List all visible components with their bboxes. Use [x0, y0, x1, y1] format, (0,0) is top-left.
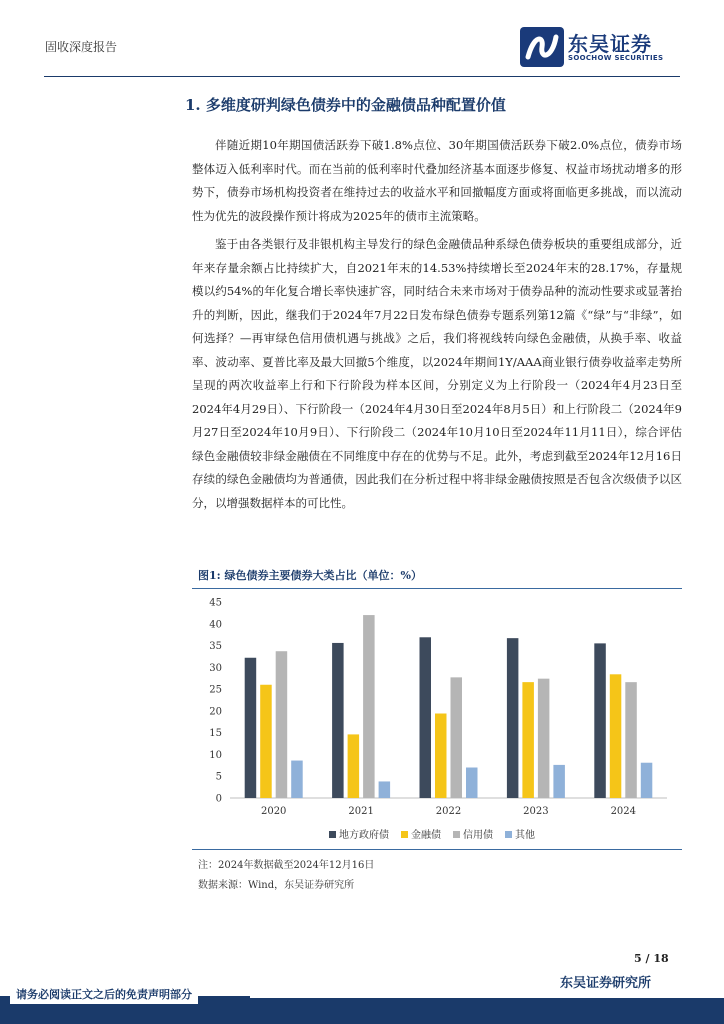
bar-2024-3	[641, 763, 653, 798]
bar-2024-0	[594, 643, 606, 798]
paragraph-2: 鉴于由各类银行及非银机构主导发行的绿色金融债品种系绿色债券板块的重要组成部分，近年来存量余额占比持续扩大，自2021年末的14.53%持续增长至2024年末的28.17%，存量规模以约54%的年化复合增长率快速扩容，同时结合未来市场对于债券品种的流动性要求或显著抬升的判断，因此，继我们于2024年7月22日发布绿色债券专题系列第12篇《“绿”与“非绿”，如何选择？—再审绿色信用债机遇与挑战》之后，我们将视线转向绿色金融债，从换手率、收益率、波动率、夏普比率及最大回撤5个维度，以2024年期间1Y/AAA商业银行债券收益率走势所呈现的两次收益率上行和下行阶段为样本区间，分别定义为上行阶段一（2024年4月23日至2024年4月29日）、下行阶段一（2024年4月30日至2024年8月5日）和上行阶段二（2024年9月27日至2024年10月9日）、下行阶段二（2024年10月10日至2024年11月11日），综合评估绿色金融债较非绿金融债在不同维度中存在的优势与不足。此外，考虑到截至2024年12月16日存续的绿色金融债均为普通债，因此我们在分析过程中将非绿金融债按照是否包含次级债予以区分，以增强数据样本的可比性。	[192, 237, 682, 510]
soochow-logo-icon	[520, 27, 564, 67]
footer-disclaimer: 请务必阅读正文之后的免责声明部分	[10, 984, 198, 1004]
bar-2021-2	[363, 615, 375, 798]
figure-title: 图1: 绿色债券主要债券大类占比（单位：%）	[198, 569, 422, 582]
x-tick-label: 2023	[523, 806, 549, 817]
bar-2024-2	[625, 682, 637, 798]
legend-swatch-3	[505, 831, 512, 838]
bar-2021-1	[348, 734, 360, 798]
bar-2020-1	[260, 685, 272, 798]
bar-2020-3	[291, 761, 303, 798]
bar-2020-2	[276, 651, 288, 798]
report-type-label: 固收深度报告	[45, 40, 118, 54]
legend-swatch-1	[401, 831, 408, 838]
company-logo	[520, 27, 680, 67]
bar-2021-3	[379, 781, 391, 798]
figure-bottom-rule	[192, 849, 682, 850]
page-number: 5 / 18	[634, 952, 669, 965]
legend-swatch-0	[329, 831, 336, 838]
y-tick-label: 30	[209, 662, 222, 674]
x-tick-label: 2020	[260, 806, 287, 817]
legend-label-2: 信用债	[463, 830, 493, 841]
header-divider	[44, 76, 680, 77]
bar-2023-0	[507, 638, 519, 798]
x-tick-label: 2022	[435, 806, 462, 817]
footer-firm-name: 东吴证券研究所	[560, 976, 652, 991]
bar-2022-3	[466, 768, 478, 798]
y-tick-label: 35	[209, 641, 222, 653]
y-tick-label: 40	[209, 619, 222, 631]
logo-text-cn: 东吴证券	[568, 32, 652, 56]
legend-swatch-2	[453, 831, 460, 838]
bar-2023-2	[538, 679, 550, 798]
bar-2022-2	[451, 677, 463, 798]
section-title: 1. 多维度研判绿色债券中的金融债品种配置价值	[185, 96, 506, 114]
y-tick-label: 10	[209, 749, 222, 761]
figure-source: 数据来源：Wind，东吴证券研究所	[198, 880, 355, 891]
bar-2020-0	[245, 658, 257, 798]
bar-2022-0	[420, 637, 432, 798]
bar-2023-3	[553, 765, 565, 798]
bar-2022-1	[435, 714, 447, 798]
bar-chart	[192, 590, 682, 848]
y-tick-label: 5	[215, 771, 222, 783]
y-tick-label: 20	[209, 706, 222, 718]
bar-2023-1	[522, 682, 534, 798]
bar-2024-1	[610, 674, 622, 798]
legend-label-3: 其他	[515, 830, 535, 841]
y-tick-label: 45	[209, 597, 222, 609]
figure-top-rule	[192, 588, 682, 589]
legend-label-1: 金融债	[411, 830, 441, 841]
y-tick-label: 0	[215, 793, 222, 805]
bar-2021-0	[332, 643, 344, 798]
y-tick-label: 15	[209, 728, 222, 740]
y-tick-label: 25	[209, 684, 222, 696]
figure-note: 注：2024年数据截至2024年12月16日	[198, 860, 375, 871]
x-tick-label: 2021	[348, 806, 374, 817]
paragraph-1: 伴随近期10年期国债活跃券下破1.8%点位、30年期国债活跃券下破2.0%点位，债券市场整体迈入低利率时代。而在当前的低利率时代叠加经济基本面逐步修复、权益市场扰动增多的形势下，债券市场机构投资者在维持过去的收益水平和回撤幅度方面或将面临更多挑战，而以流动性为优先的波段操作预计将成为2025年的债市主流策略。	[192, 138, 682, 223]
logo-text-en: SOOCHOW SECURITIES	[568, 54, 664, 62]
x-tick-label: 2024	[610, 806, 637, 817]
legend-label-0: 地方政府债	[339, 830, 389, 841]
